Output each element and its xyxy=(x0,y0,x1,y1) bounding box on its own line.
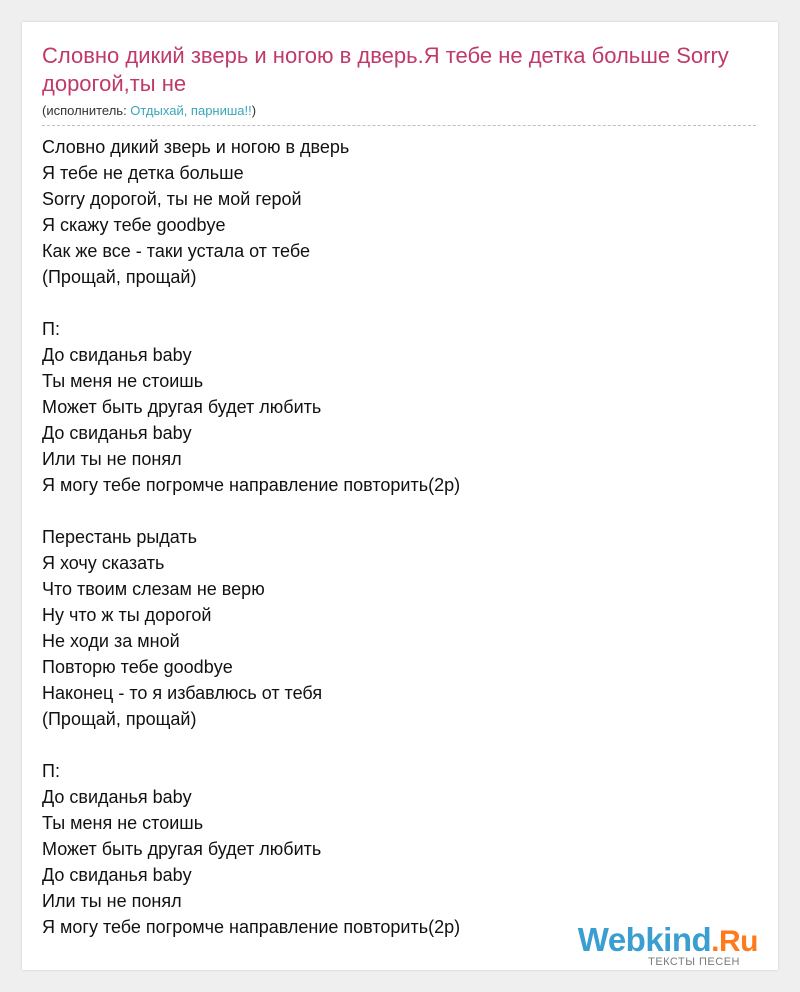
brand-main: Webkind xyxy=(577,921,712,958)
brand-tld: .Ru xyxy=(711,925,758,958)
lyric-line: Sorry дорогой, ты не мой герой xyxy=(42,189,302,209)
lyric-line xyxy=(42,498,742,524)
song-title: Словно дикий зверь и ногою в дверь.Я тебе не детка больше Sorry дорогой,ты не xyxy=(42,43,729,96)
lyric-line: Что твоим слезам не верю xyxy=(42,579,265,599)
lyric-line: Перестань рыдать xyxy=(42,527,198,547)
artist-line xyxy=(42,103,256,119)
lyric-line: Может быть другая будет любить xyxy=(42,397,322,417)
lyric-line: Ну что ж ты дорогой xyxy=(42,605,212,625)
lyrics-body xyxy=(42,134,742,940)
artist-link[interactable]: Отдыхай, парниша!! xyxy=(130,103,252,118)
lyric-line: Словно дикий зверь и ногою в дверь xyxy=(42,137,350,157)
lyric-line: Я могу тебе погромче направление повторить(2р) xyxy=(42,475,461,495)
lyric-line: П: xyxy=(42,319,60,339)
lyric-line: (Прощай, прощай) xyxy=(42,709,197,729)
lyric-line: До свиданья baby xyxy=(42,787,192,807)
lyric-line xyxy=(42,290,742,316)
lyric-line: Повторю тебе goodbye xyxy=(42,657,233,677)
lyric-line: Я могу тебе погромче направление повторить(2р) xyxy=(42,917,461,937)
lyric-line: Не ходи за мной xyxy=(42,631,180,651)
lyric-line: Ты меня не стоишь xyxy=(42,371,204,391)
lyric-line: До свиданья baby xyxy=(42,865,192,885)
lyric-line: Или ты не понял xyxy=(42,449,182,469)
lyric-line: До свиданья baby xyxy=(42,423,192,443)
lyric-line: Может быть другая будет любить xyxy=(42,839,322,859)
lyrics-card xyxy=(22,22,778,970)
brand-tagline: ТЕКСТЫ ПЕСЕН xyxy=(648,956,740,968)
lyric-line: Ты меня не стоишь xyxy=(42,813,204,833)
artist-prefix: (исполнитель: xyxy=(42,103,131,118)
lyric-line: До свиданья baby xyxy=(42,345,192,365)
lyric-line: Я скажу тебе goodbye xyxy=(42,215,226,235)
divider xyxy=(42,125,756,126)
lyric-line: П: xyxy=(42,761,60,781)
brand-watermark xyxy=(578,923,758,968)
lyric-line: (Прощай, прощай) xyxy=(42,267,197,287)
lyric-line: Я хочу сказать xyxy=(42,553,165,573)
lyric-line: Наконец - то я избавлюсь от тебя xyxy=(42,683,323,703)
lyric-line: Я тебе не детка больше xyxy=(42,163,244,183)
brand-logo xyxy=(578,923,758,959)
lyric-line xyxy=(42,732,742,758)
artist-suffix: ) xyxy=(251,103,257,118)
lyric-line: Как же все - таки устала от тебе xyxy=(42,241,310,261)
lyric-line: Или ты не понял xyxy=(42,891,182,911)
